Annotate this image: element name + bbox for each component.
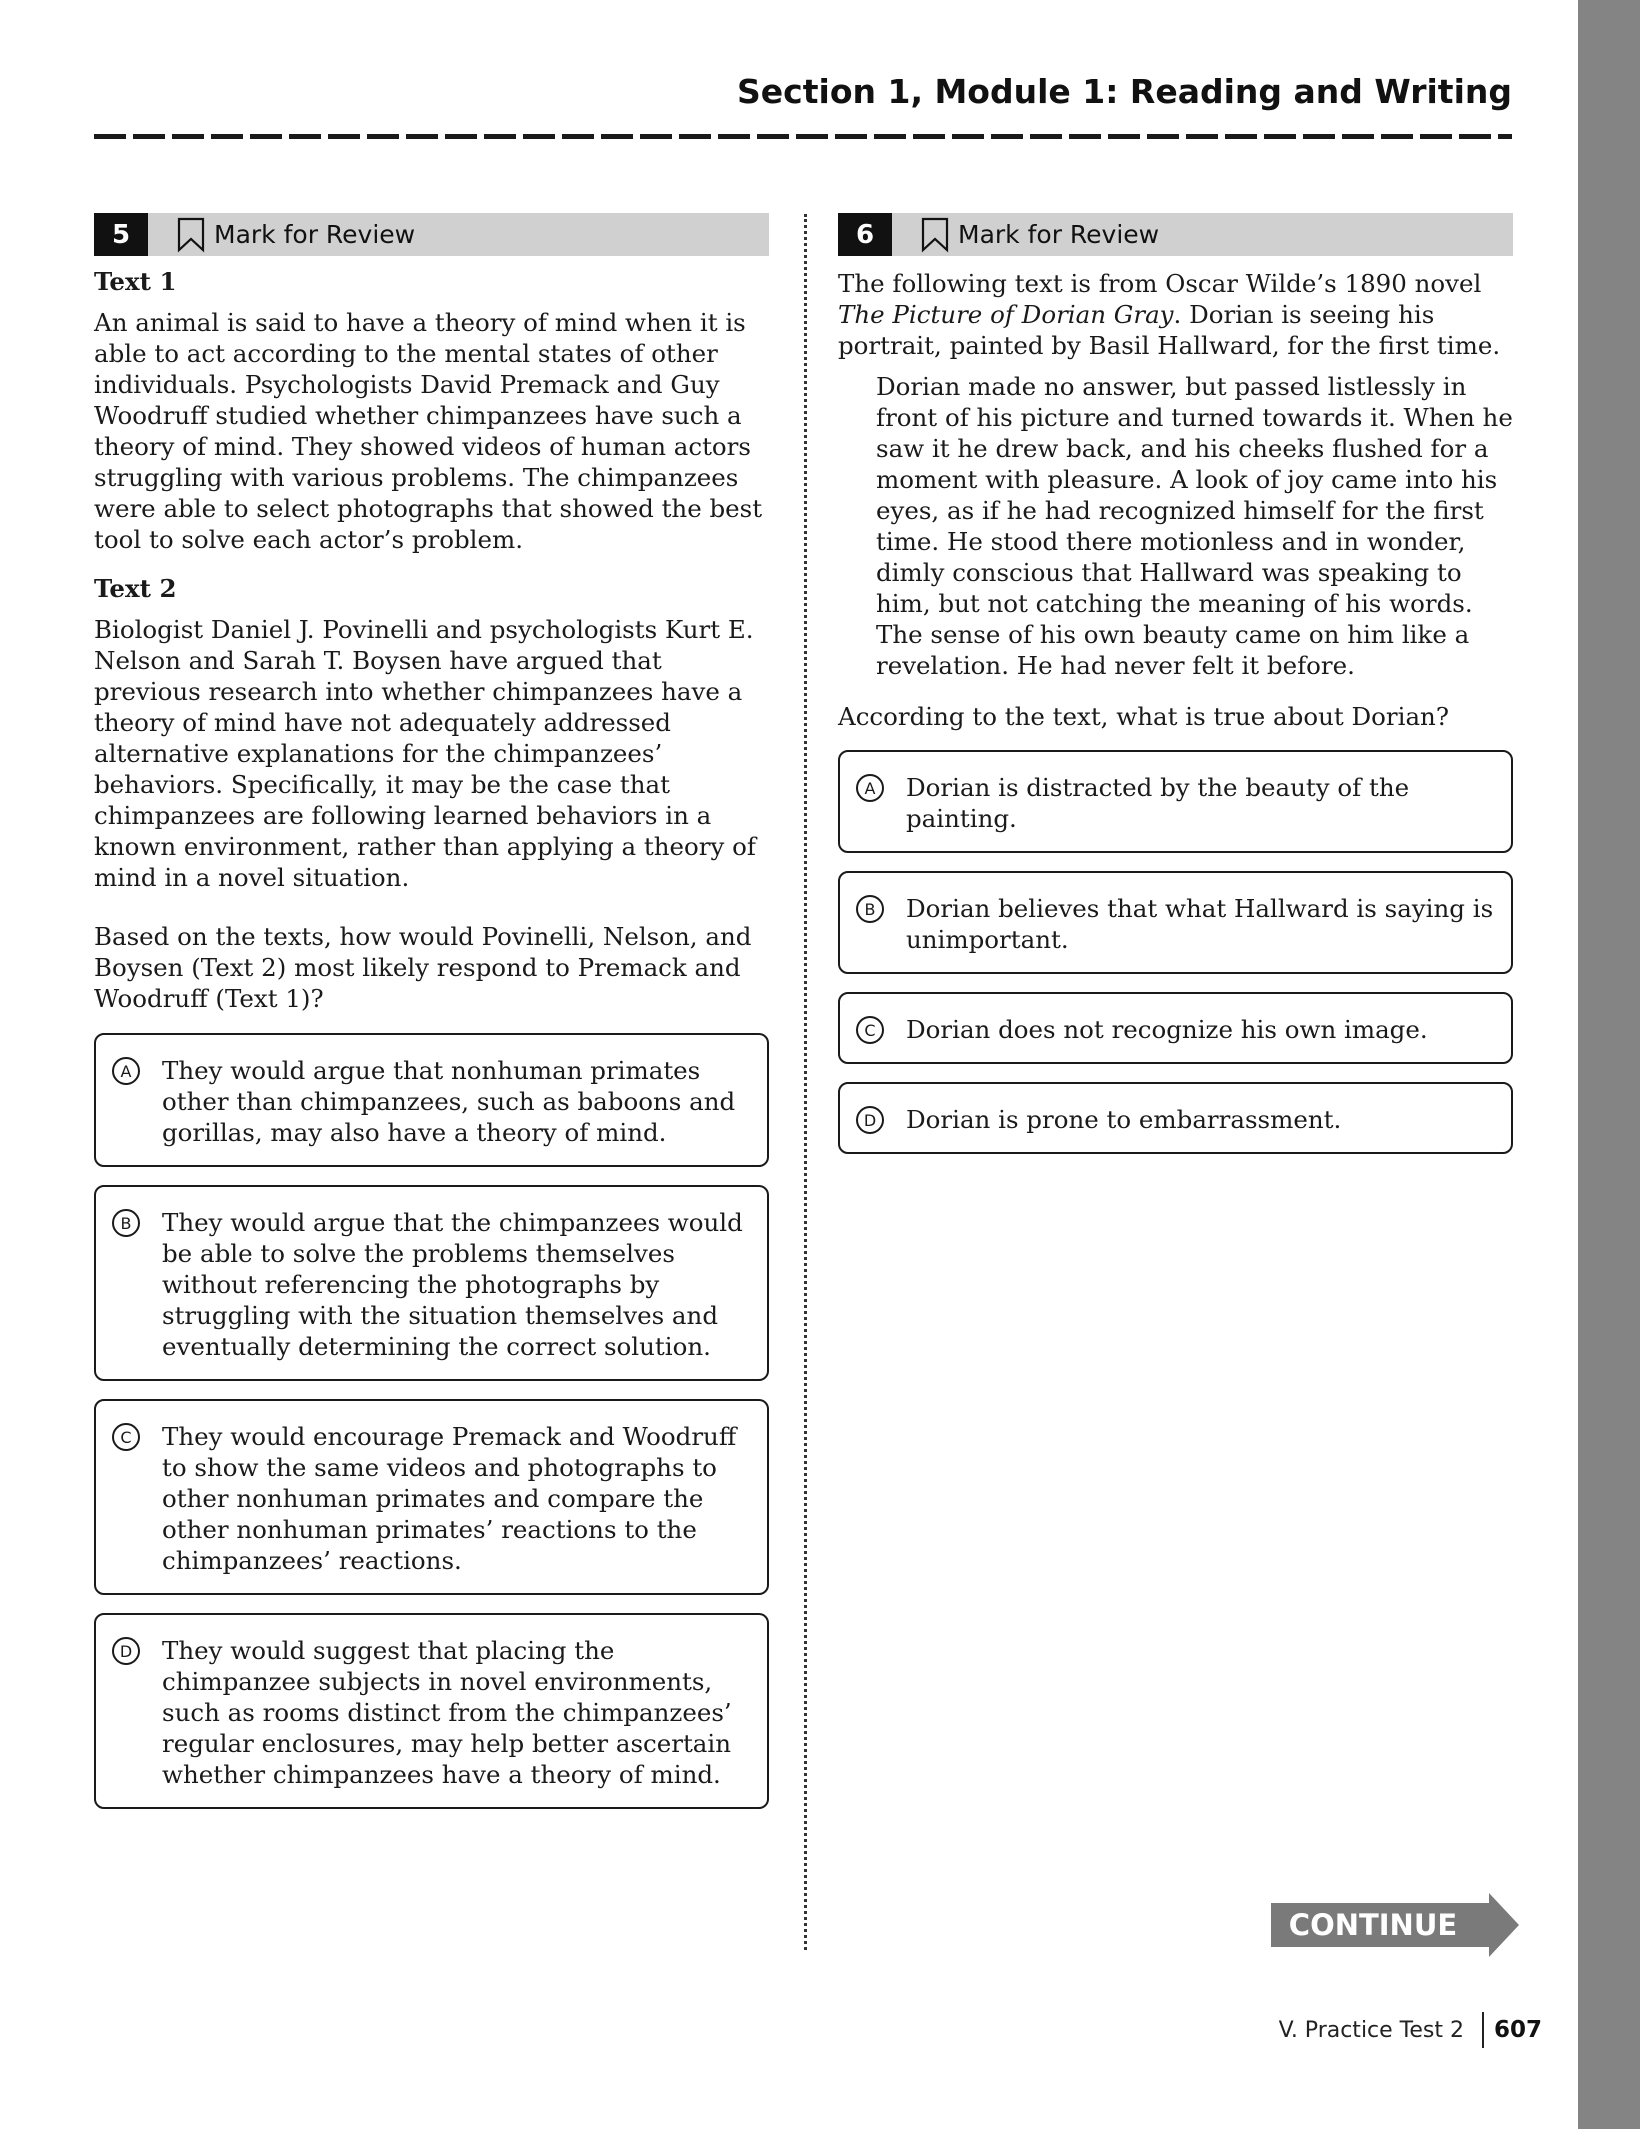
choice-letter-circle: B xyxy=(856,895,884,923)
bookmark-icon[interactable] xyxy=(920,217,950,253)
question-6 xyxy=(838,213,1513,1154)
page-number: 607 xyxy=(1493,2017,1542,2043)
novel-title: The Picture of Dorian Gray xyxy=(838,300,1174,329)
answer-choice-a[interactable] xyxy=(838,750,1513,853)
continue-button[interactable] xyxy=(1271,1893,1519,1957)
answer-choice-c[interactable] xyxy=(838,992,1513,1064)
question-prompt: According to the text, what is true about Dorian? xyxy=(838,702,1449,731)
text2-label: Text 2 xyxy=(94,574,177,603)
mark-for-review-button[interactable]: Mark for Review xyxy=(214,220,416,249)
question-5-header xyxy=(94,213,769,256)
choice-text: They would encourage Premack and Woodruff to show the same videos and photographs to other nonhuman primates and compare the other nonhuman primates’ reactions to the chimpanzees’ reactions. xyxy=(162,1422,737,1575)
text2-body: Biologist Daniel J. Povinelli and psychologists Kurt E. Nelson and Sarah T. Boysen have argued that previous research into whether chimpanzees have a theory of mind have not adequately addressed alternative explanations for the chimpanzees’ behaviors. Specifically, it may be the case that chimpanzees are following learned behaviors in a known environment, rather than applying a theory of mind in a novel situation. xyxy=(94,615,756,892)
choice-text: Dorian is prone to embarrassment. xyxy=(906,1105,1342,1134)
intro-text-end: . Dorian is seeing his portrait, painted by Basil Hallward, for the first time. xyxy=(838,300,1501,360)
answer-choice-a[interactable] xyxy=(94,1033,769,1167)
footer-section: V. Practice Test 2 xyxy=(1278,2018,1464,2043)
choice-letter-circle: D xyxy=(856,1106,884,1134)
choice-text: They would argue that the chimpanzees would be able to solve the problems themselves without referencing the photographs by struggling with the situation themselves and eventually determining the correct solution. xyxy=(162,1208,743,1361)
question-6-header xyxy=(838,213,1513,256)
choice-text: Dorian is distracted by the beauty of the painting. xyxy=(906,773,1410,833)
choice-letter-circle: C xyxy=(856,1016,884,1044)
question-5 xyxy=(94,213,769,1809)
page-footer xyxy=(1200,2012,1544,2048)
choice-letter-circle: A xyxy=(112,1057,140,1085)
choice-letter-circle: C xyxy=(112,1423,140,1451)
answer-choice-d[interactable] xyxy=(94,1613,769,1809)
choice-letter-circle: A xyxy=(856,774,884,802)
choice-letter-circle: D xyxy=(112,1637,140,1665)
continue-label: CONTINUE xyxy=(1288,1908,1458,1942)
choice-text: Dorian believes that what Hallward is saying is unimportant. xyxy=(906,894,1494,954)
continue-arrow-shape xyxy=(1271,1893,1519,1957)
choice-text: Dorian does not recognize his own image. xyxy=(906,1015,1428,1044)
answer-choice-b[interactable] xyxy=(94,1185,769,1381)
choice-text: They would suggest that placing the chimpanzee subjects in novel environments, such as rooms distinct from the chimpanzees’ regular enclosures, may help better ascertain whether chimpanzees have a theory of mind. xyxy=(162,1636,732,1789)
side-margin-bar xyxy=(1578,0,1640,2129)
question-number: 6 xyxy=(838,213,892,256)
intro-text: The following text is from Oscar Wilde’s 1890 novel xyxy=(838,269,1482,298)
text1-body: An animal is said to have a theory of mind when it is able to act according to the mental states of other individuals. Psychologists David Premack and Guy Woodruff studied whether chimpanzees have such a theory of mind. They showed videos of human actors struggling with various problems. The chimpanzees were able to select photographs that showed the best tool to solve each actor’s problem. xyxy=(94,308,763,554)
passage-intro xyxy=(838,268,1513,361)
answer-choice-b[interactable] xyxy=(838,871,1513,974)
answer-choice-d[interactable] xyxy=(838,1082,1513,1154)
choice-text: They would argue that nonhuman primates other than chimpanzees, such as baboons and gorillas, may also have a theory of mind. xyxy=(162,1056,736,1147)
answer-choice-c[interactable] xyxy=(94,1399,769,1595)
question-number: 5 xyxy=(94,213,148,256)
section-title: Section 1, Module 1: Reading and Writing xyxy=(737,72,1512,111)
bookmark-icon[interactable] xyxy=(176,217,206,253)
choice-letter-circle: B xyxy=(112,1209,140,1237)
text1-label: Text 1 xyxy=(94,267,177,296)
mark-for-review-button[interactable]: Mark for Review xyxy=(958,220,1160,249)
column-divider xyxy=(804,214,807,1950)
question-prompt: Based on the texts, how would Povinelli, Nelson, and Boysen (Text 2) most likely respond to Premack and Woodruff (Text 1)? xyxy=(94,922,752,1013)
dashed-rule xyxy=(94,134,1512,139)
passage-quote: Dorian made no answer, but passed listlessly in front of his picture and turned towards it. When he saw it he drew back, and his cheeks flushed for a moment with pleasure. A look of joy came into his eyes, as if he had recognized himself for the first time. He stood there motionless and in wonder, dimly conscious that Hallward was speaking to him, but not catching the meaning of his words. The sense of his own beauty came on him like a revelation. He had never felt it before. xyxy=(876,372,1513,680)
footer-separator xyxy=(1482,2012,1484,2048)
